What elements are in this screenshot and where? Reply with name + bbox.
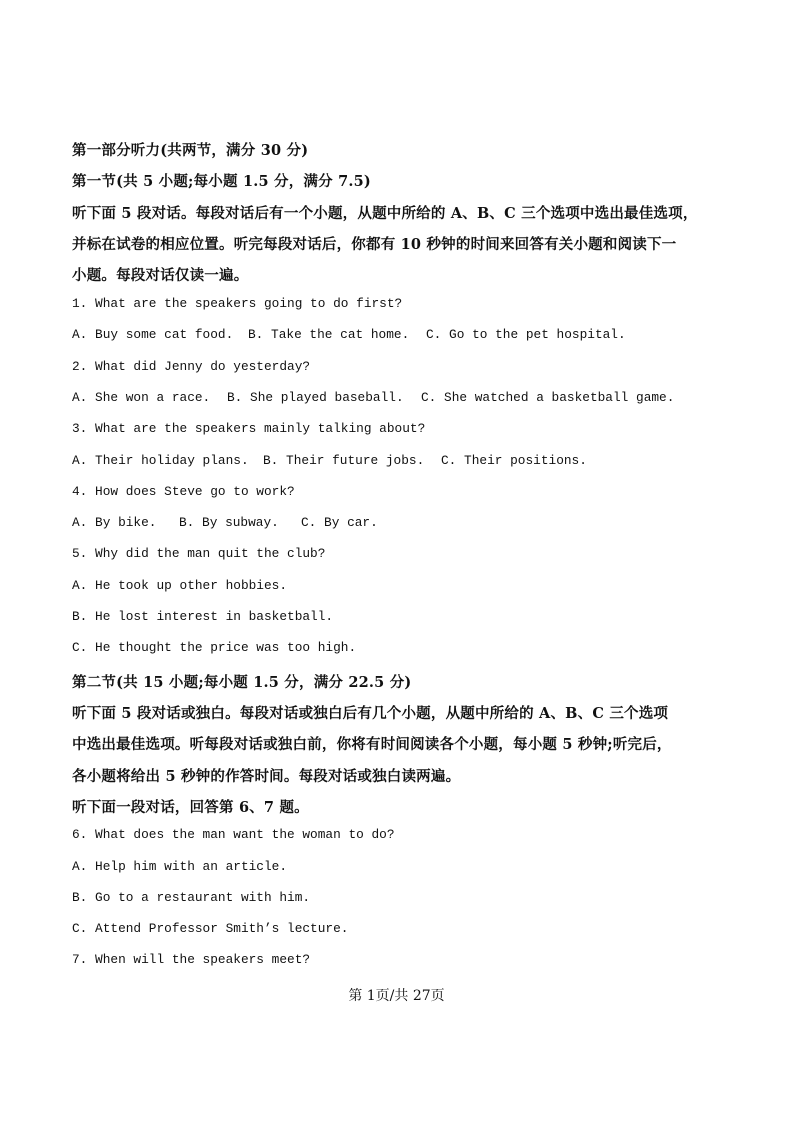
option-b: B. By subway.: [179, 515, 279, 530]
part-title: 第一部分听力(共两节，满分 30 分): [72, 142, 309, 159]
section2-instruction-line: 中选出最佳选项。听每段对话或独白前，你将有时间阅读各个小题，每小题 5 秒钟;听完后，: [72, 736, 672, 753]
question-7: 7. When will the speakers meet?: [72, 952, 311, 967]
question-2: 2. What did Jenny do yesterday?: [72, 359, 311, 374]
question-4: 4. How does Steve go to work?: [72, 484, 295, 499]
page-number: 第 1页/共 27页: [348, 988, 445, 1004]
option-c: C. Go to the pet hospital.: [426, 327, 626, 342]
option-c: C. By car.: [301, 515, 378, 530]
dialogue-intro: 听下面一段对话，回答第 6、7 题。: [72, 799, 309, 816]
option-a: A. She won a race.: [72, 390, 211, 405]
option-c: C. Their positions.: [441, 453, 587, 468]
section1-instruction-line: 并标在试卷的相应位置。听完每段对话后，你都有 10 秒钟的时间来回答有关小题和阅读下一: [72, 236, 677, 253]
section2-instruction-line: 各小题将给出 5 秒钟的作答时间。每段对话或独白读两遍。: [72, 768, 461, 785]
section2-header: 第二节(共 15 小题;每小题 1.5 分，满分 22.5 分): [72, 674, 412, 691]
question-1: 1. What are the speakers going to do first?: [72, 296, 403, 311]
option-b: B. She played baseball.: [227, 390, 404, 405]
option-a: A. Buy some cat food.: [72, 327, 234, 342]
option-c: C. She watched a basketball game.: [421, 390, 675, 405]
option-a: A. Their holiday plans.: [72, 453, 249, 468]
question-3-options: [72, 453, 587, 468]
question-2-options: [72, 390, 674, 405]
question-3: 3. What are the speakers mainly talking about?: [72, 421, 426, 436]
section1-header: 第一节(共 5 小题;每小题 1.5 分，满分 7.5): [72, 173, 371, 190]
option-b: B. Take the cat home.: [248, 327, 410, 342]
question-1-options: [72, 327, 626, 342]
question-6: 6. What does the man want the woman to do?: [72, 827, 395, 842]
question-6-option-a: A. Help him with an article.: [72, 859, 288, 874]
section2-instruction-line: 听下面 5 段对话或独白。每段对话或独白后有几个小题，从题中所给的 A、B、C 三个选项: [72, 705, 669, 722]
section1-instruction-line: 听下面 5 段对话。每段对话后有一个小题，从题中所给的 A、B、C 三个选项中选出最佳选项，: [72, 205, 698, 222]
option-b: B. Their future jobs.: [263, 453, 425, 468]
question-5: 5. Why did the man quit the club?: [72, 546, 326, 561]
question-6-option-b: B. Go to a restaurant with him.: [72, 890, 311, 905]
question-5-option-b: B. He lost interest in basketball.: [72, 609, 334, 624]
question-5-option-a: A. He took up other hobbies.: [72, 578, 288, 593]
question-4-options: [72, 515, 378, 530]
question-5-option-c: C. He thought the price was too high.: [72, 640, 357, 655]
section1-instruction-line: 小题。每段对话仅读一遍。: [72, 267, 249, 284]
question-6-option-c: C. Attend Professor Smith’s lecture.: [72, 921, 349, 936]
option-a: A. By bike.: [72, 515, 157, 530]
